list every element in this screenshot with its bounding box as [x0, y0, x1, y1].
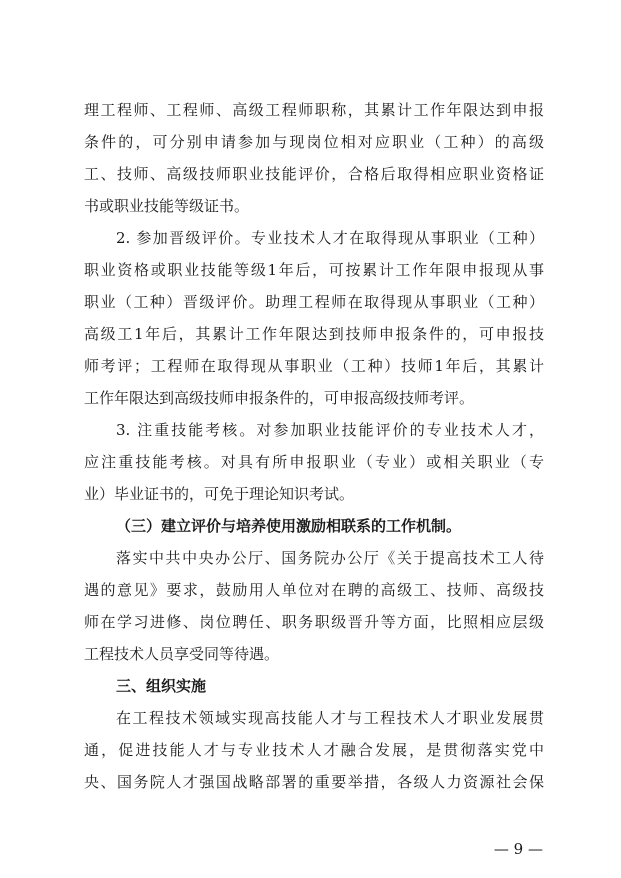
text-line: 师考评；工程师在取得现从事职业（工种）技师1年后，其累计	[84, 357, 544, 375]
page-number: — 9 —	[493, 840, 543, 858]
text-line: 工作年限达到高级技师申报条件的，可申报高级技师考评。	[84, 389, 475, 407]
text-line: 在工程技术领域实现高技能人才与工程技术人才职业发展贯	[116, 709, 544, 727]
text-line: 央、国务院人才强国战略部署的重要举措，各级人力资源社会保	[84, 773, 544, 791]
text-line: 职业（工种）晋级评价。助理工程师在取得现从事职业（工种）	[84, 293, 544, 311]
text-line: 应注重技能考核。对具有所申报职业（专业）或相关职业（专	[84, 453, 544, 471]
text-line: 业）毕业证书的，可免于理论知识考试。	[84, 485, 355, 503]
text-line: 工程技术人员享受同等待遇。	[84, 645, 280, 663]
section-heading: 三、组织实施	[116, 677, 207, 695]
text-line: 3. 注重技能考核。对参加职业技能评价的专业技术人才，	[116, 421, 544, 439]
text-line: 落实中共中央办公厅、国务院办公厅《关于提高技术工人待	[116, 549, 544, 567]
text-line: 师在学习进修、岗位聘任、职务职级晋升等方面，比照相应层级	[84, 613, 544, 631]
subsection-heading: （三）建立评价与培养使用激励相联系的工作机制。	[116, 517, 462, 535]
text-line: 条件的，可分别申请参加与现岗位相对应职业（工种）的高级	[84, 133, 544, 151]
text-line: 职业资格或职业技能等级1年后，可按累计工作年限申报现从事	[84, 261, 544, 279]
text-line: 遇的意见》要求，鼓励用人单位对在聘的高级工、技师、高级技	[84, 581, 544, 599]
text-line: 通，促进技能人才与专业技术人才融合发展，是贯彻落实党中	[84, 741, 544, 759]
text-line: 书或职业技能等级证书。	[84, 197, 250, 215]
text-line: 2. 参加晋级评价。专业技术人才在取得现从事职业（工种）	[116, 229, 544, 247]
text-line: 高级工1年后，其累计工作年限达到技师申报条件的，可申报技	[84, 325, 544, 343]
text-line: 工、技师、高级技师职业技能评价，合格后取得相应职业资格证	[84, 165, 544, 183]
text-line: 理工程师、工程师、高级工程师职称，其累计工作年限达到申报	[84, 101, 544, 119]
